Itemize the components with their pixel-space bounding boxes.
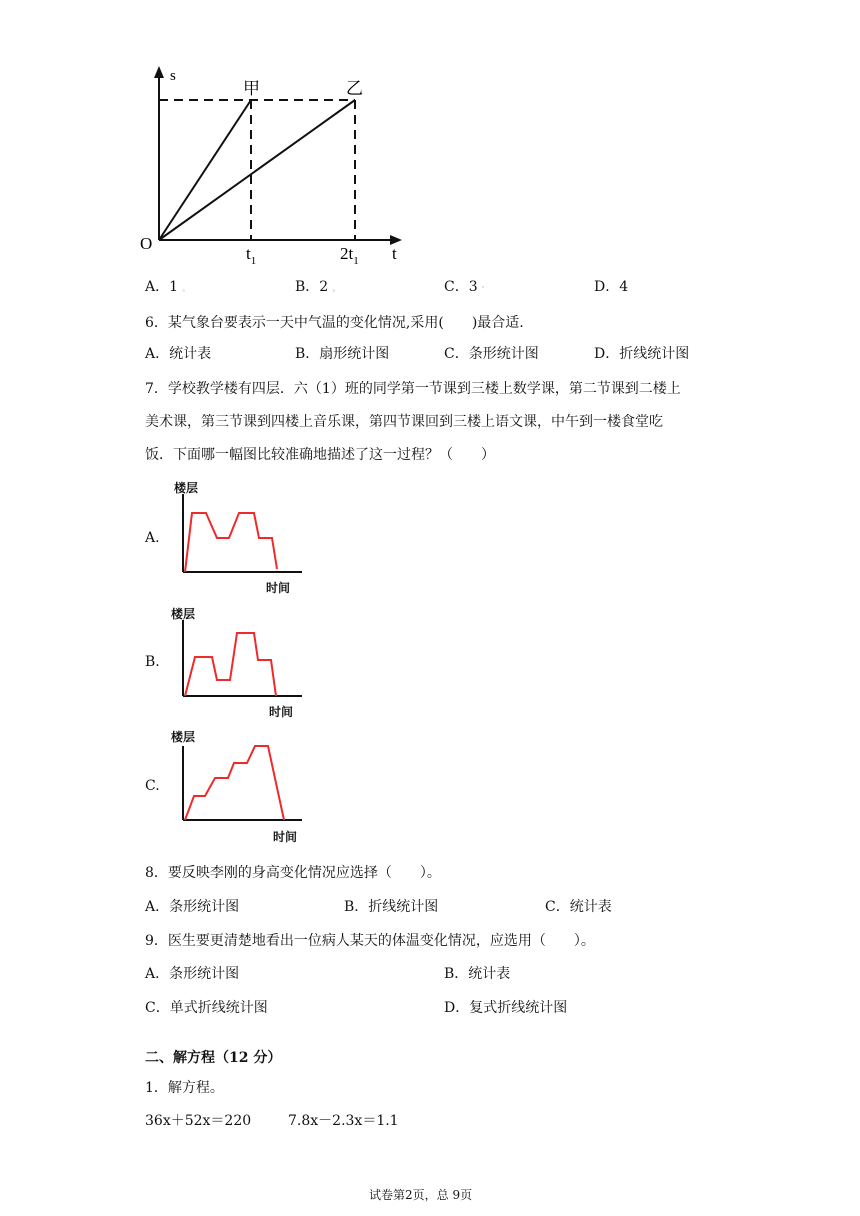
q8-text: 8．要反映李刚的身高变化情况应选择（ ）。 <box>145 865 441 881</box>
q9-option-b[interactable]: B．统计表 <box>444 966 511 982</box>
q7-text-line-3: 饭．下面哪一幅图比较准确地描述了这一过程？（ ） <box>145 447 495 463</box>
q7-text-line-2: 美术课，第三节课到四楼上音乐课，第四节课回到三楼上语文课，中午到一楼食堂吃 <box>145 414 663 430</box>
chart-b-ylabel: 楼层 <box>171 607 196 621</box>
q5-option-a[interactable]: A．1 。 <box>145 279 189 295</box>
origin-label: O <box>140 234 153 253</box>
line-jia <box>159 100 251 240</box>
q7-option-a-label[interactable]: A. <box>145 530 160 546</box>
x-axis-label: t <box>392 244 397 263</box>
section-2-title: 二、解方程（12 分） <box>145 1050 282 1066</box>
q8-option-c[interactable]: C．统计表 <box>545 899 612 915</box>
q9-option-a[interactable]: A．条形统计图 <box>145 966 240 982</box>
chart-a-xlabel: 时间 <box>266 581 291 595</box>
q6-option-a[interactable]: A．统计表 <box>145 346 212 362</box>
q6-option-d[interactable]: D．折线统计图 <box>594 346 690 362</box>
q8-option-b[interactable]: B．折线统计图 <box>344 899 439 915</box>
tick-2t1: $2t_1$ <box>340 244 359 267</box>
section-2-item: 1．解方程。 <box>145 1080 224 1096</box>
equation-1: 36x＋52x＝220 <box>145 1113 252 1129</box>
distance-time-graph <box>140 60 420 270</box>
q5-option-b[interactable]: B．2 。 <box>295 279 339 295</box>
q7-option-c-label[interactable]: C. <box>145 778 160 794</box>
q6-option-c[interactable]: C．条形统计图 <box>444 346 539 362</box>
y-axis-label: s <box>170 68 176 84</box>
q9-text: 9．医生要更清楚地看出一位病人某天的体温变化情况，应选用（ ）。 <box>145 933 595 949</box>
q6-text: 6．某气象台要表示一天中气温的变化情况,采用( )最合适. <box>145 315 524 331</box>
chart-c-ylabel: 楼层 <box>171 730 196 744</box>
q5-option-d[interactable]: D．4 <box>594 279 629 295</box>
floor-chart-b[interactable] <box>170 612 310 702</box>
q7-option-b-label[interactable]: B. <box>145 654 160 670</box>
page-footer: 试卷第2页，总 9页 <box>369 1188 473 1202</box>
line-yi <box>159 100 355 240</box>
chart-a-ylabel: 楼层 <box>174 481 199 495</box>
q9-option-c[interactable]: C．单式折线统计图 <box>145 1000 268 1016</box>
line-jia-label: 甲 <box>243 79 260 98</box>
q5-option-c[interactable]: C．3 ' <box>444 279 484 295</box>
chart-c-xlabel: 时间 <box>273 830 298 844</box>
q7-text-line-1: 7．学校教学楼有四层．六（1）班的同学第一节课到三楼上数学课，第二节课到二楼上 <box>145 381 681 397</box>
chart-b-xlabel: 时间 <box>269 705 294 719</box>
floor-chart-c[interactable] <box>170 738 310 828</box>
q8-option-a[interactable]: A．条形统计图 <box>145 899 240 915</box>
line-yi-label: 乙 <box>346 79 363 98</box>
tick-t1: $t_1$ <box>246 244 257 267</box>
q9-option-d[interactable]: D．复式折线统计图 <box>444 1000 568 1016</box>
floor-chart-a[interactable] <box>170 490 310 580</box>
q6-option-b[interactable]: B．扇形统计图 <box>295 346 390 362</box>
equation-2: 7.8x－2.3x＝1.1 <box>288 1113 399 1129</box>
